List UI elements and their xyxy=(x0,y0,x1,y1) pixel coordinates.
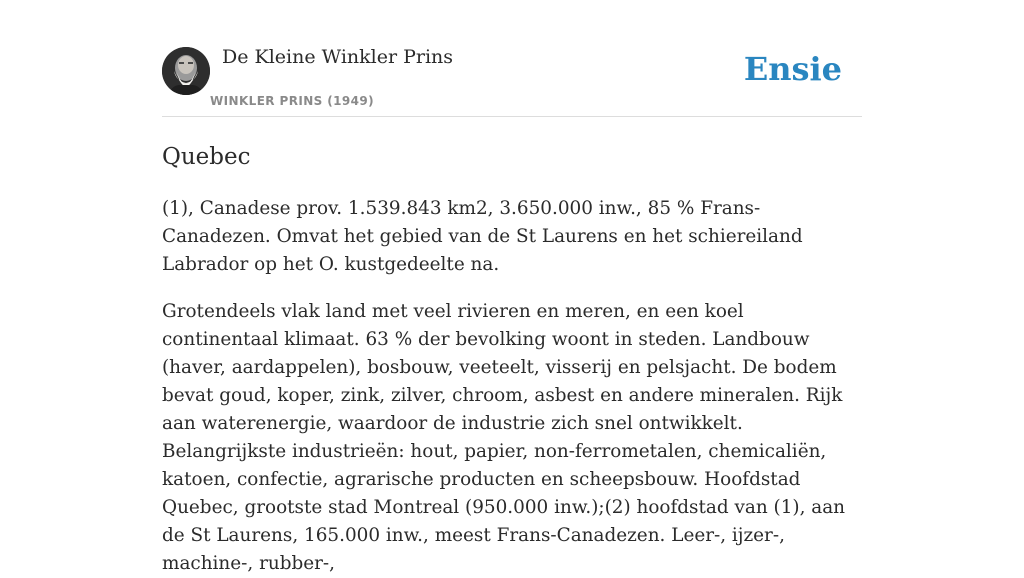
source-label: WINKLER PRINS (1949) xyxy=(210,94,375,108)
header xyxy=(162,0,862,117)
avatar[interactable] xyxy=(162,47,210,95)
ensie-logo-link[interactable]: Ensie xyxy=(743,50,842,88)
article-paragraph-2: Grotendeels vlak land met veel rivieren en meren, en een koel continentaal klimaat. 63 % der bevolking woont in steden. Landbouw (haver, aardappelen), bosbouw, veeteelt, visserij en pelsjacht. De bodem bevat goud, koper, zink, zilver, chroom, asbest en andere mineralen. Rijk aan waterenergie, waardoor de industrie zich snel ontwikkelt. Belangrijkste industrieën: hout, papier, non-ferrometalen, chemicaliën, katoen, confectie, agrarische producten en scheepsbouw. Hoofdstad Quebec, grootste stad Montreal (950.000 inw.);(2) hoofdstad van (1), aan de St Laurens, 165.000 inw., meest Frans-Canadezen. Leer-, ijzer-, machine-, rubber-, xyxy=(162,301,846,574)
article-title: Quebec xyxy=(162,144,251,170)
book-title[interactable]: De Kleine Winkler Prins xyxy=(222,46,454,68)
bearded-man-portrait-icon xyxy=(162,47,210,95)
page xyxy=(162,0,862,578)
article-paragraph-1: (1), Canadese prov. 1.539.843 km2, 3.650.000 inw., 85 % Frans-Canadezen. Omvat het gebied van de St Laurens en het schiereiland Labrador op het O. kustgedeelte na. xyxy=(162,198,803,275)
